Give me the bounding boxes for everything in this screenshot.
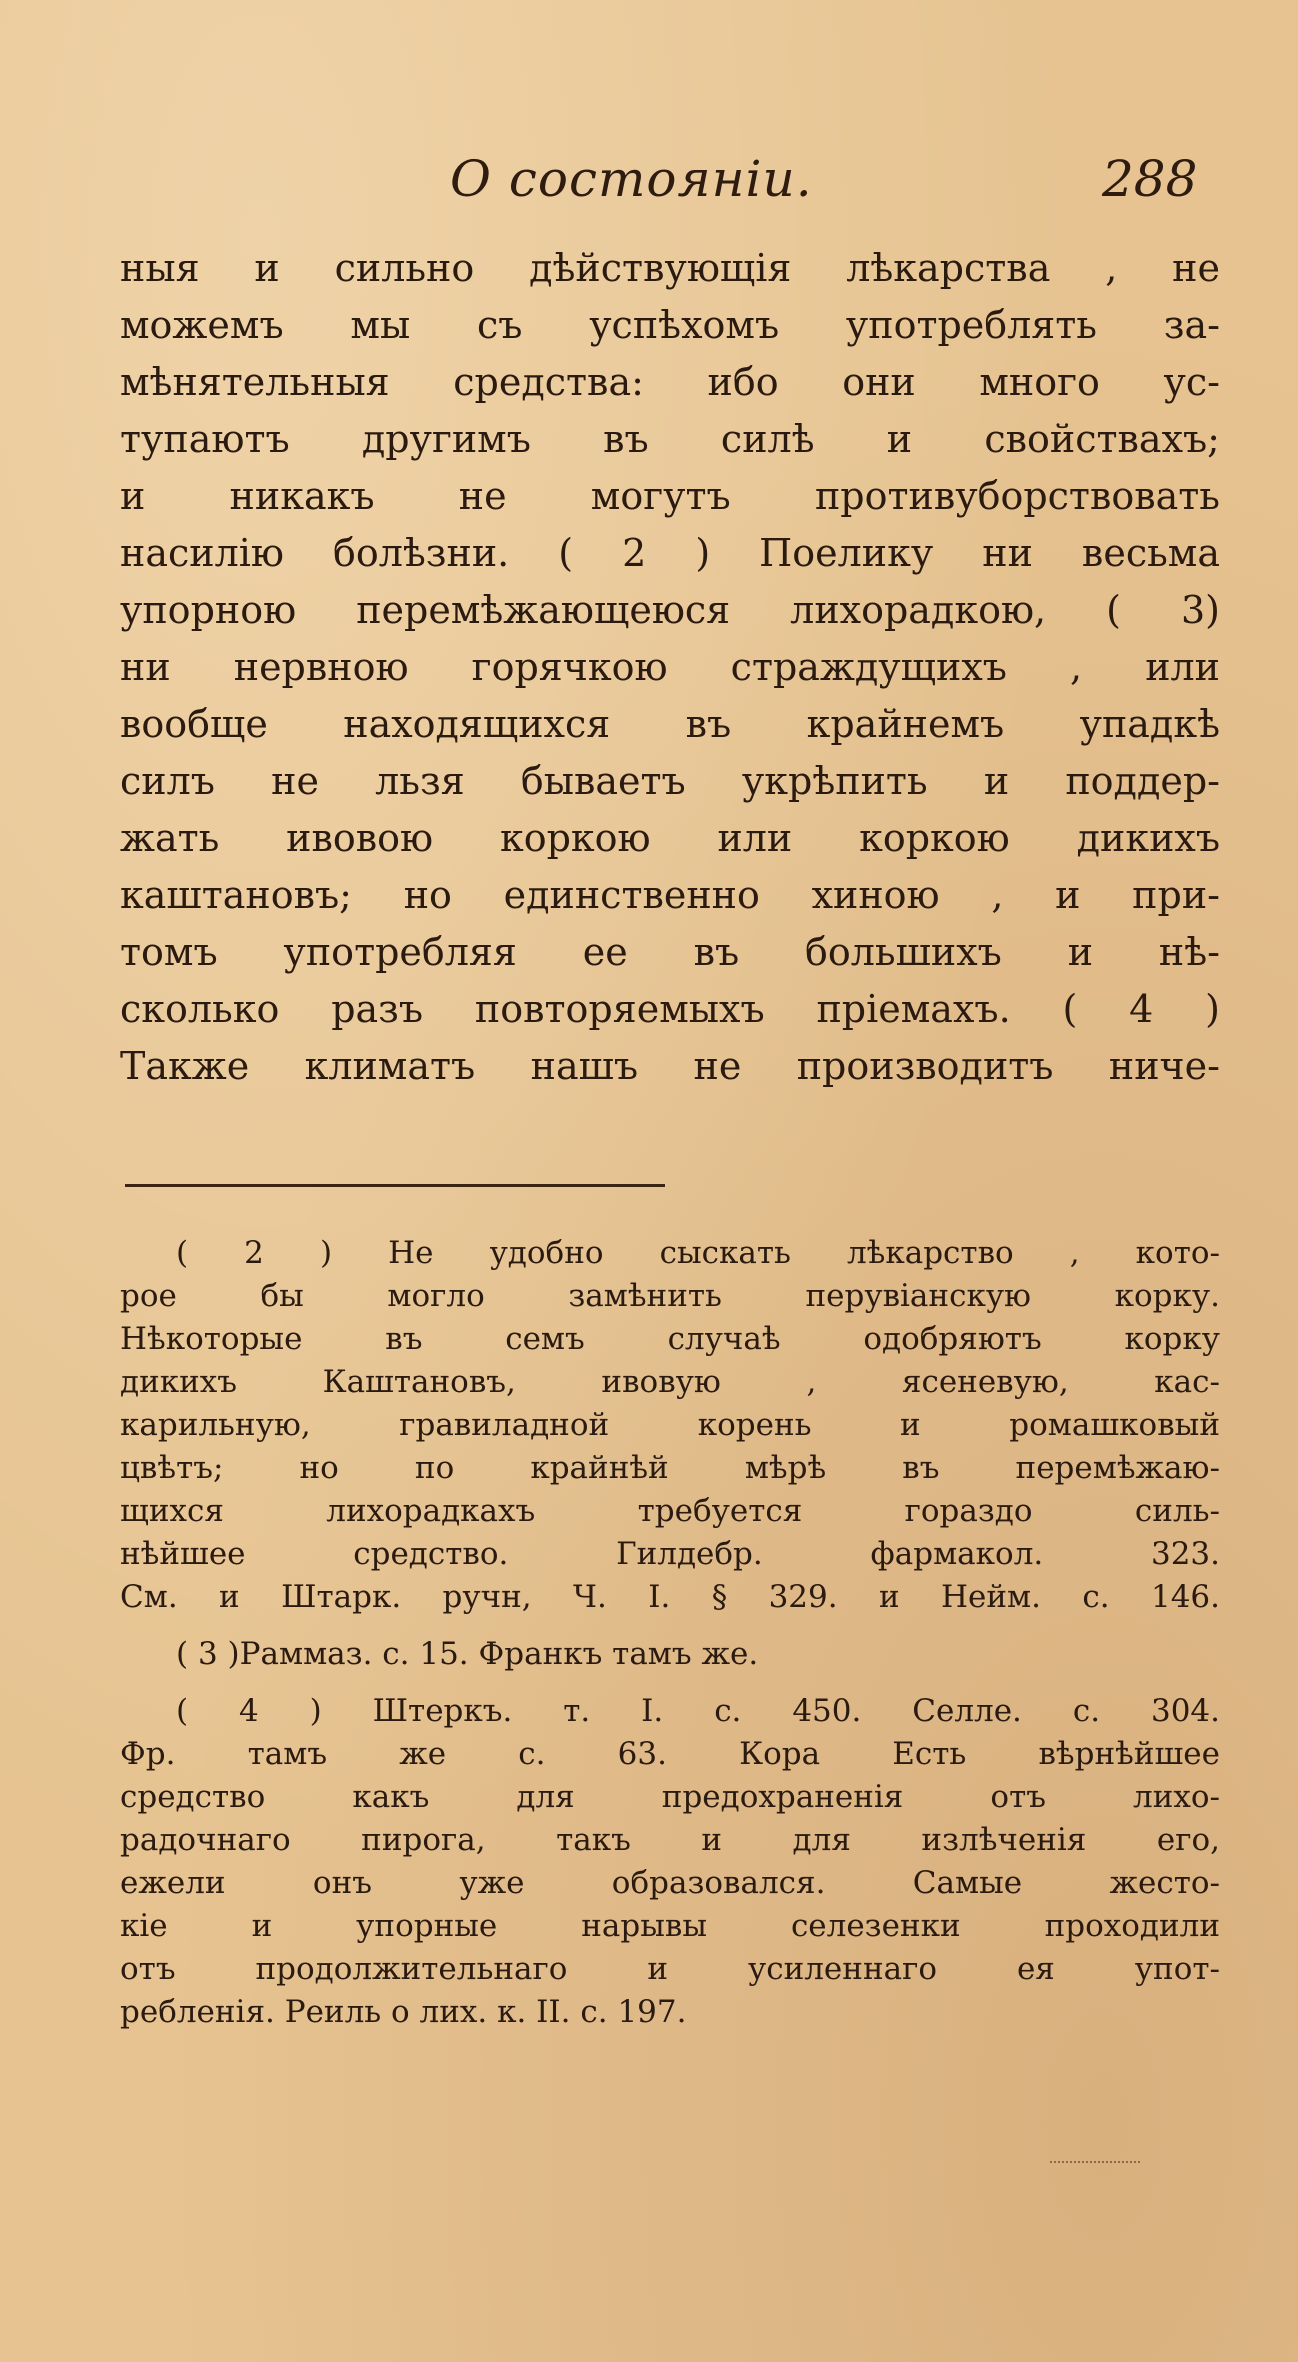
footnote-line: ( 3 )Раммаз. с. 15. Франкъ тамъ же. [176,1636,759,1672]
footnote-gap [120,1676,1220,1690]
footnote-line: цвѣтъ; но по крайнѣй мѣрѣ въ перемѣжаю- [120,1450,1220,1486]
text-line: упорною перемѣжающеюся лихорадкою, ( 3) [120,588,1220,632]
footnote-line: карильную, гравиладной корень и ромашковый [120,1407,1220,1443]
footnote-line: Фр. тамъ же с. 63. Кора Есть вѣрнѣйшее [120,1736,1220,1772]
text-line: Также климатъ нашъ не производитъ ниче- [120,1044,1220,1088]
page-header [0,150,1298,230]
footnote-line: ( 2 ) Не удобно сыскать лѣкарство , кото- [176,1235,1220,1271]
text-line: насилiю болѣзни. ( 2 ) Поелику ни весьма [120,531,1220,575]
footnote-line: кiе и упорные нарывы селезенки проходили [120,1908,1220,1944]
footnotes [120,1232,1220,2034]
footnote-2 [120,1232,1220,1619]
text-line: сколько разъ повторяемыхъ прiемахъ. ( 4 ) [120,987,1220,1031]
footnote-3 [120,1633,1220,1676]
text-line: ныя и сильно дѣйствующiя лѣкарства , не [120,246,1220,290]
footnote-line: ( 4 ) Штеркъ. т. I. с. 450. Селле. с. 304. [176,1693,1220,1729]
footnote-line: радочнаго пирога, такъ и для излѣченiя его, [120,1822,1220,1858]
footnote-line: Нѣкоторые въ семъ случаѣ одобряютъ корку [120,1321,1220,1357]
text-line: ни нервною горячкою страждущихъ , или [120,645,1220,689]
footnote-line: щихся лихорадкахъ требуется гораздо силь- [120,1493,1220,1529]
footnote-line: ежели онъ уже образовался. Самые жестo- [120,1865,1220,1901]
ink-smudge [1050,2155,1140,2163]
main-text [120,240,1220,1095]
footnote-4 [120,1690,1220,2034]
footnote-gap [120,1619,1220,1633]
footnote-line: нѣйшее средство. Гилдебр. фармакол. 323. [120,1536,1220,1572]
text-line: мѣнятельныя средства: ибо они много ус- [120,360,1220,404]
footnote-line: См. и Штарк. ручн, Ч. I. § 329. и Нейм. с. 146. [120,1579,1220,1615]
page-number: 288 [1102,150,1198,208]
text-line: вообще находящихся въ крайнемъ упадкѣ [120,702,1220,746]
footnote-line: отъ продолжительнаго и усиленнаго ея упот- [120,1951,1220,1987]
text-line: можемъ мы съ успѣхомъ употреблять за- [120,303,1220,347]
footnote-line: рое бы могло замѣнить перувiанскую корку. [120,1278,1220,1314]
footnote-separator [125,1184,665,1187]
footnote-line: средство какъ для предохраненiя отъ лихо- [120,1779,1220,1815]
footnote-line: дикихъ Каштановъ, ивовую , ясеневую, кас- [120,1364,1220,1400]
text-line: томъ употребляя ее въ большихъ и нѣ- [120,930,1220,974]
footnote-line: ребленiя. Реиль о лих. к. II. с. 197. [120,1994,687,2030]
text-line: и никакъ не могутъ противуборствовать [120,474,1220,518]
running-title: О состоянiи. [450,150,813,208]
text-line: тупаютъ другимъ въ силѣ и свойствахъ; [120,417,1220,461]
text-line: силъ не льзя бываетъ укрѣпить и поддер- [120,759,1220,803]
text-line: каштановъ; но единственно хиною , и при- [120,873,1220,917]
text-line: жать ивовою коркою или коркою дикихъ [120,816,1220,860]
